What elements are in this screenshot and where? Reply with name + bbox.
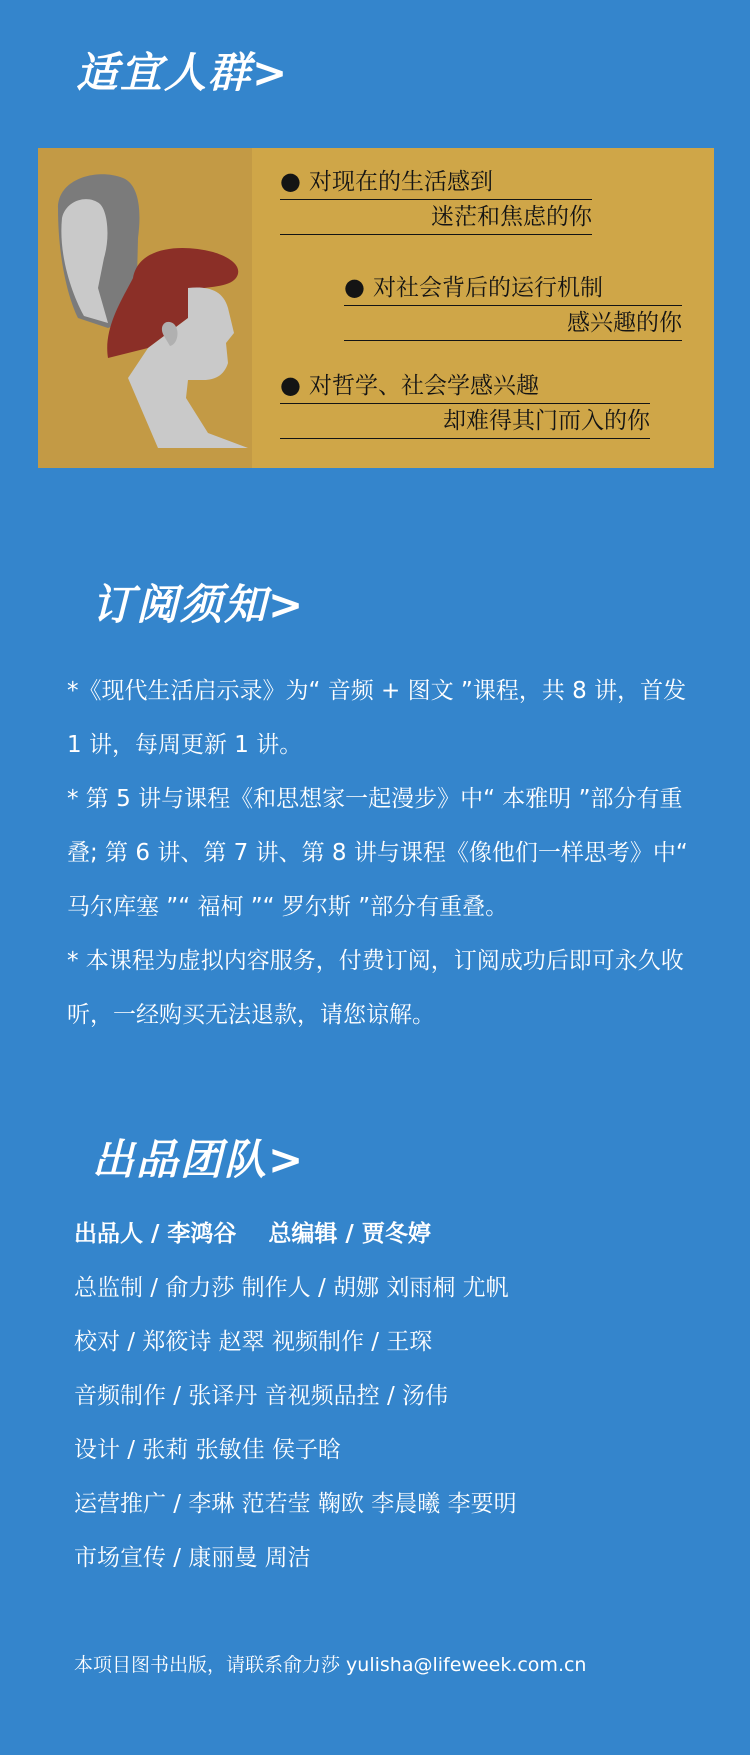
audience-item-1-text: 对现在的生活感到	[308, 169, 493, 195]
notice-paragraph: * 本课程为虚拟内容服务，付费订阅，订阅成功后即可永久收听，一经购买无法退款，请您谅解。	[67, 948, 684, 1028]
team-credits	[74, 1207, 714, 1585]
audience-card	[38, 148, 714, 468]
team-credit-row: 总监制 / 俞力莎 制作人 / 胡娜 刘雨桐 尤帆	[74, 1275, 509, 1301]
team-section-title: 出品团队>	[92, 1135, 306, 1184]
audience-item-2-text: 对社会背后的运行机制	[372, 275, 603, 301]
audience-item-3-line1	[280, 368, 650, 404]
audience-section-title: 适宜人群>	[76, 48, 290, 97]
audience-item-3-text: 对哲学、社会学感兴趣	[308, 373, 539, 399]
notice-paragraph: * 第 5 讲与课程《和思想家一起漫步》中“ 本雅明 ”部分有重叠; 第 6 讲、第 7 讲、第 8 讲与课程《像他们一样思考》中“ 马尔库塞 ”“ 福柯 ”“ 罗尔斯 ”部分有重叠。	[67, 786, 688, 920]
audience-item-2	[344, 270, 682, 341]
chief-editor-credit: 总编辑 / 贾冬婷	[268, 1221, 431, 1247]
notice-body	[67, 664, 697, 1042]
bullet-dot-icon: ●	[344, 273, 365, 301]
audience-item-1-line1	[280, 164, 592, 200]
audience-item-3	[280, 368, 650, 439]
team-credit-row: 运营推广 / 李琳 范若莹 鞠欧 李晨曦 李要明	[74, 1491, 517, 1517]
producer-credit: 出品人 / 李鸿谷	[74, 1221, 237, 1247]
team-credit-row: 市场宣传 / 康丽曼 周洁	[74, 1545, 311, 1571]
women-silhouette-illustration	[38, 148, 252, 468]
audience-item-1	[280, 164, 592, 235]
team-credit-row: 校对 / 郑筱诗 赵翠 视频制作 / 王琛	[74, 1329, 433, 1355]
notice-paragraph: *《现代生活启示录》为“ 音频 + 图文 ”课程，共 8 讲，首发 1 讲，每周更新 1 讲。	[67, 678, 687, 758]
audience-item-3-line2: 却难得其门而入的你	[280, 404, 650, 439]
bullet-dot-icon: ●	[280, 167, 301, 195]
team-credit-row: 设计 / 张莉 张敏佳 侯子晗	[74, 1437, 341, 1463]
publishing-contact: 本项目图书出版，请联系俞力莎 yulisha@lifeweek.com.cn	[74, 1654, 587, 1676]
audience-item-2-line1	[344, 270, 682, 306]
team-credit-row: 音频制作 / 张译丹 音视频品控 / 汤伟	[74, 1383, 449, 1409]
audience-item-2-line2: 感兴趣的你	[344, 306, 682, 341]
team-leads-row	[74, 1207, 714, 1261]
notice-section-title: 订阅须知>	[92, 580, 306, 629]
bullet-dot-icon: ●	[280, 371, 301, 399]
audience-item-1-line2: 迷茫和焦虑的你	[280, 200, 592, 235]
